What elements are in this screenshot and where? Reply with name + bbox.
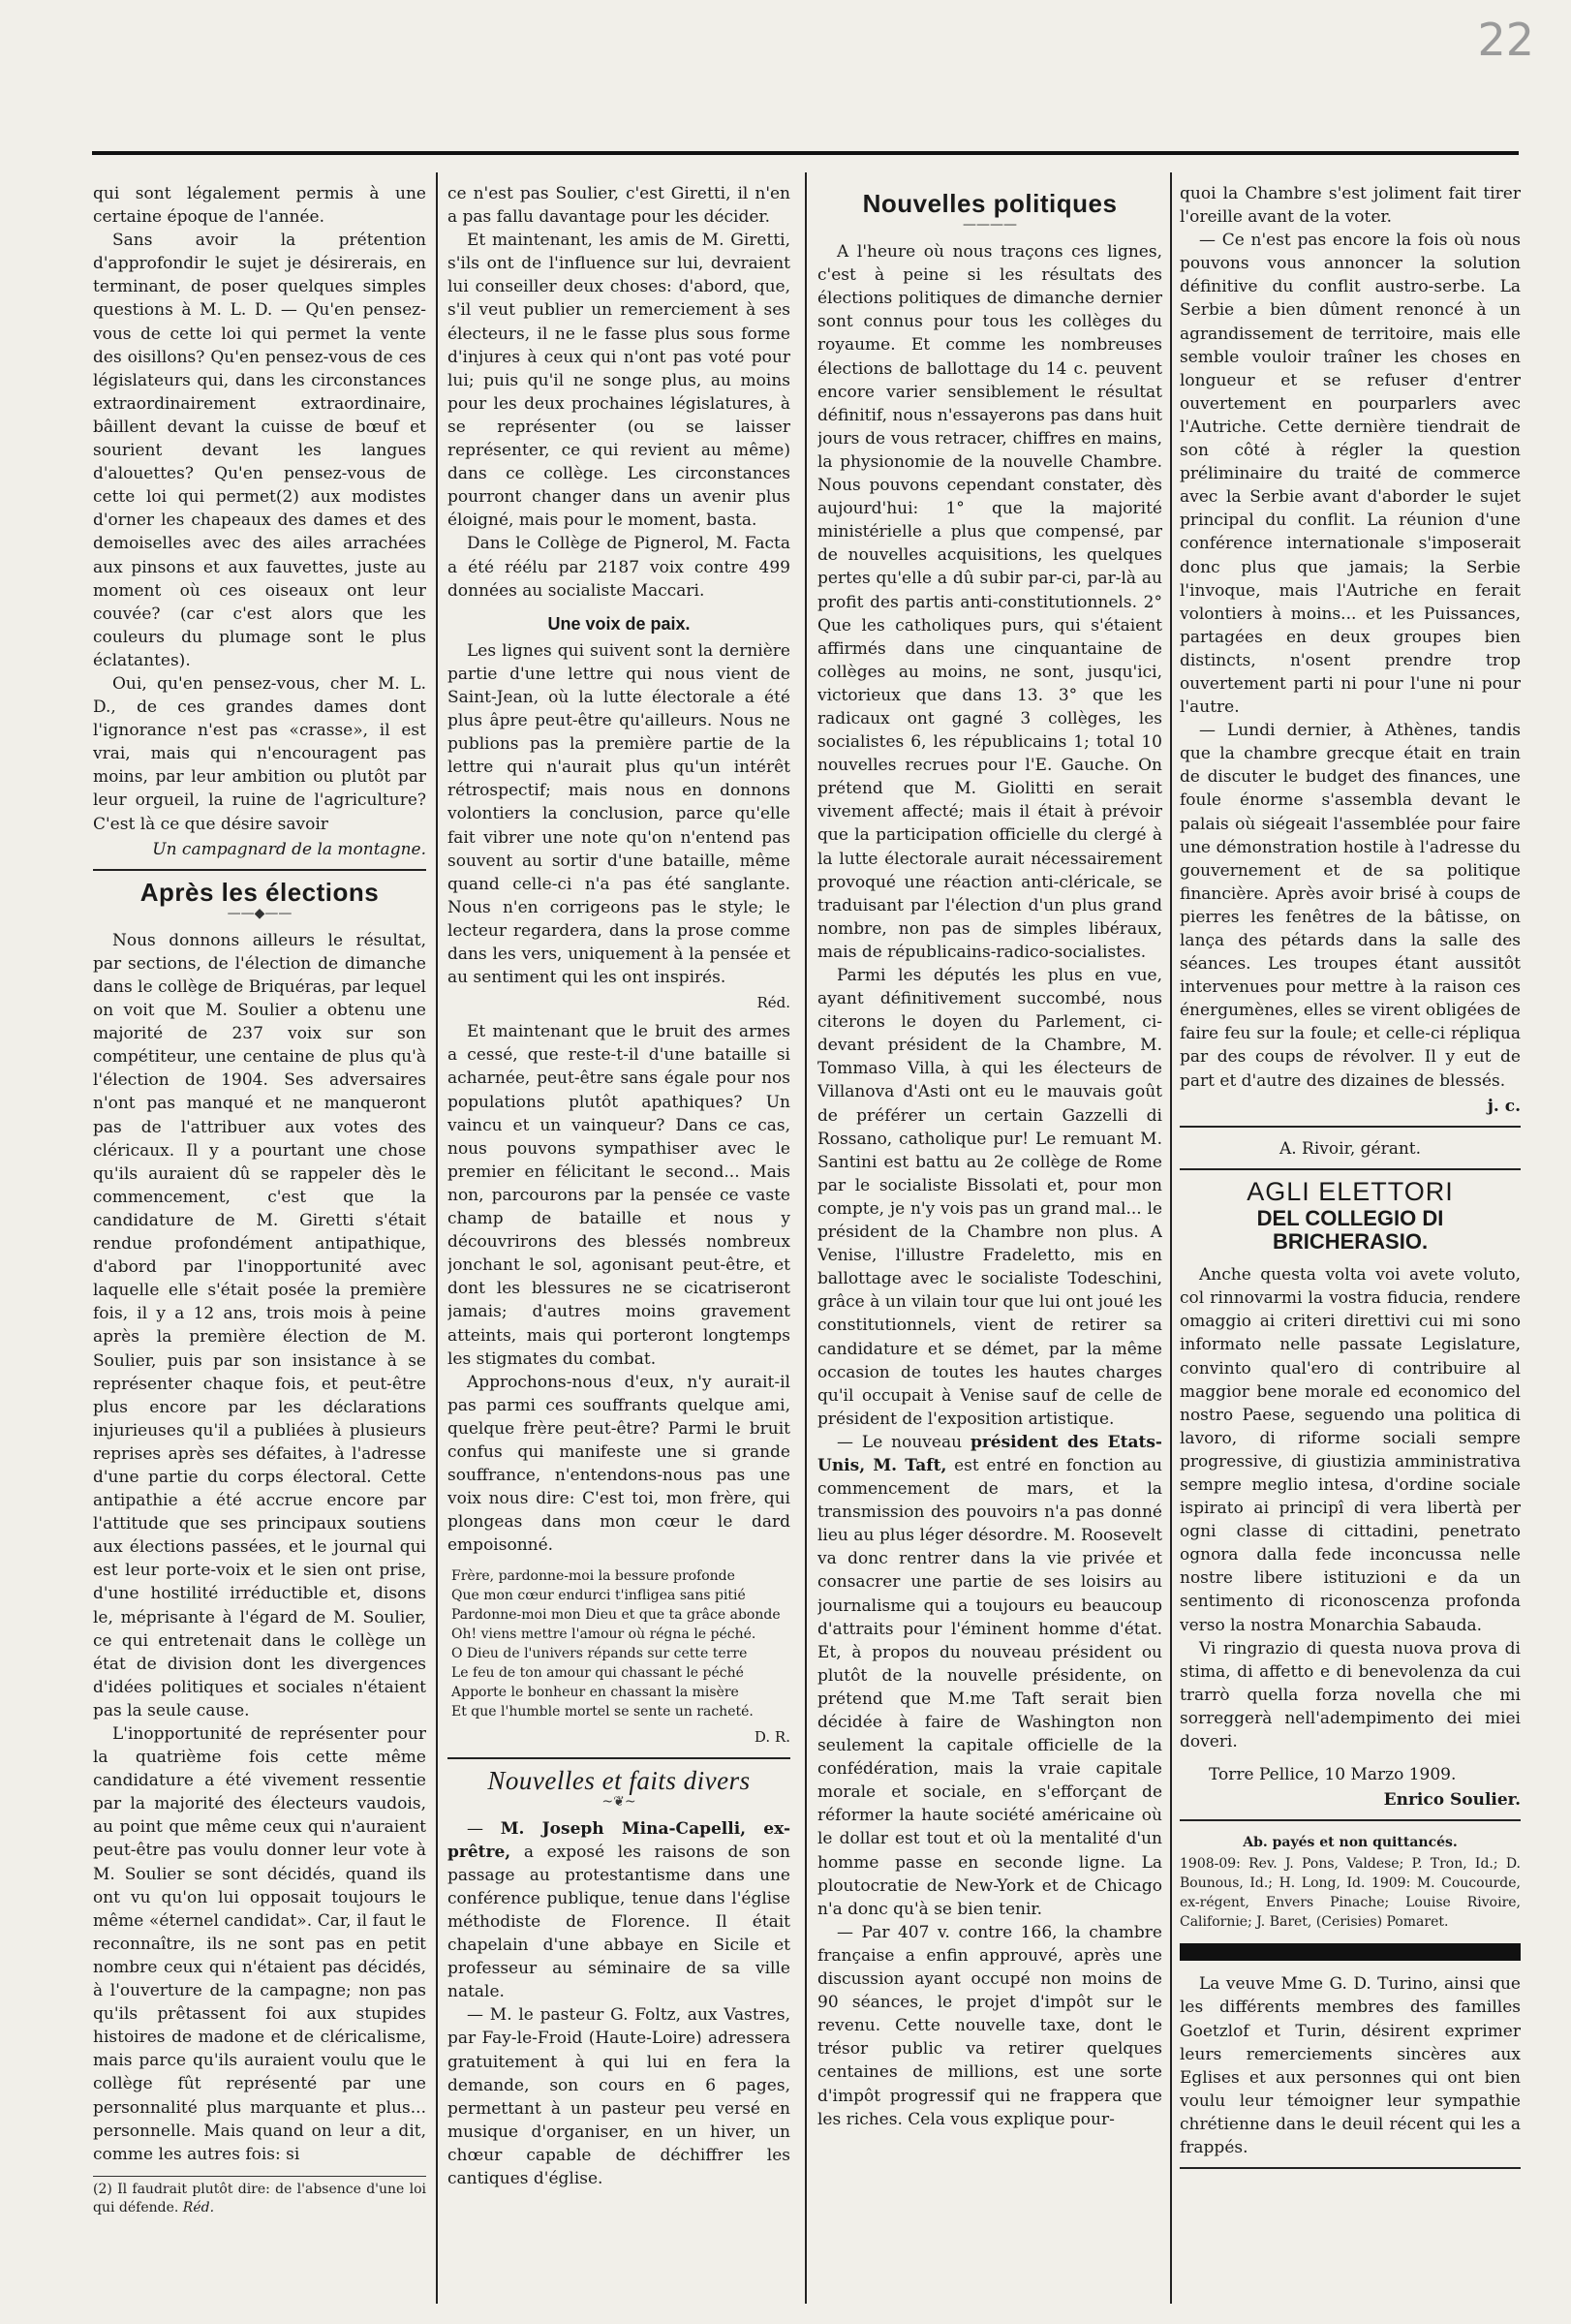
ornament-icon: ———— — [963, 217, 1017, 233]
notice-subtitle: DEL COLLEGIO DI BRICHERASIO. — [1256, 1205, 1444, 1255]
section-divider — [1180, 2167, 1521, 2169]
signature: Réd. — [756, 994, 790, 1012]
section-divider — [447, 1757, 790, 1759]
verse-line: Que mon cœur endurci t'infligea sans pitié — [451, 1588, 746, 1604]
signature: D. R. — [754, 1728, 790, 1747]
paragraph: Et maintenant, les amis de M. Giretti, s'ils ont de l'influence sur lui, devraient lui conseiller deux choses: d'abord, que, s'il veut publier un remerciement à ses électeurs, il ne le fasse plus sous forme d'injures à ceux qui n'ont pas voté pour lui; puis qu'il ne songe plus, au moins pour les deux prochaines législatures, à se représenter (ou se laisser représenter, ce qui revient au même) dans ce collège. Les circonstances pourront changer dans un avenir plus éloigné, mais pour le moment, basta. — [447, 231, 790, 531]
notice-title-agli-elettori: AGLI ELETTORI — [1247, 1176, 1454, 1206]
column-4 — [1180, 182, 1521, 2304]
footnote: (2) Il faudrait plutôt dire: de l'absence d'une loi qui défende. Réd. — [93, 2176, 426, 2217]
verse-line: Et que l'humble mortel se sente un racheté. — [451, 1704, 754, 1720]
page-number: 22 — [1477, 14, 1534, 66]
paragraph: Nous donnons ailleurs le résultat, par sections, de l'élection de dimanche dans le collège de Briquéras, par lequel on voit que M. Soulier a obtenu une majorité de 237 voix sur son compétiteur, une centaine de plus qu'à l'élection de 1904. Ses adversaires n'ont pas manqué et ne manqueront pas de l'attribuer aux votes des cléricaux. Il y a pourtant une chose qu'ils auraient dû se rappeler dès le commencement, c'est que la candidature de M. Giretti s'était rendue profondément antipathique, d'abord par l'inopportunité avec laquelle elle s'était posée la première fois, il y a 12 ans, trois mois à peine après la première élection de M. Soulier, puis par son insistance à se représenter chaque fois, et peut-être plus encore par les déclarations injurieuses qu'il a publiées à plusieurs reprises après ses défaites, à l'adresse d'une partie du corps électoral. Cette antipathie a été accrue encore par l'attitude que ses principaux soutiens aux élections passées, et le journal qui est leur porte-voix et le sien ont prise, d'une hostilité irréductible et, disons le, méprisante à l'égard de M. Soulier, ce qui entretenait dans le collège un état de division dont les divergences d'idées politiques et sociales n'étaient pas la seule cause. — [93, 930, 426, 1720]
paragraph: qui sont légalement permis à une certaine époque de l'année. — [93, 184, 426, 228]
section-divider — [93, 869, 426, 871]
paragraph: — M. le pasteur G. Foltz, aux Vastres, par Fay-le-Froid (Haute-Loire) adressera gratuitement à qui lui en fera la demande, son cours en 6 pages, permettant à un pasteur peu versé en musique d'organiser, en un hiver, un chœur capable de déchiffrer les cantiques d'église. — [447, 2005, 790, 2189]
paragraph: — M. Joseph Mina-Capelli, ex-prêtre, a exposé les raisons de son passage au protestantisme dans une conférence publique, tenue dans l'église méthodiste de Florence. Il était chapelain d'une abbaye en Sicile et professeur au séminaire de sa ville natale. — [447, 1818, 790, 2002]
paragraph: — Par 407 v. contre 166, la chambre française a enfin approuvé, après une discussion ayant occupé non moins de 90 séances, le projet d'impôt sur le revenu. Cette nouvelle taxe, dont le trésor public va retirer quelques centaines de millions, est une sorte d'impôt progressif qui ne frappera que les riches. Cela vous explique pour- — [817, 1922, 1162, 2129]
verse-line: Pardonne-moi mon Dieu et que ta grâce abonde — [451, 1607, 781, 1624]
paragraph: — Ce n'est pas encore la fois où nous pouvons vous annoncer la solution définitive du conflit austro-serbe. La Serbie a bien dûment renoncé à un agrandissement de territoire, mais elle semble vouloir traîner les choses en longueur et se refuser d'entrer ouvertement en pourparlers avec l'Autriche. Cette dernière tiendrait de son côté à régler la question préliminaire du traité de commerce avec la Serbie avant d'aborder le sujet principal du conflit. La réunion d'une conférence internationale s'imposerait donc plus que jamais; la Serbie l'invoque, mais l'Autriche en ferait volontiers à moins... et les Puissances, partagées en deux groupes bien distincts, n'osent prendre trop ouvertement parti ni pour l'une ni pour l'autre. — [1180, 231, 1521, 718]
section-title-nouvelles-politiques: Nouvelles politiques — [862, 189, 1118, 218]
verse-line: O Dieu de l'univers répands sur cette terre — [451, 1646, 748, 1662]
paragraph: L'inopportunité de représenter pour la quatrième fois cette même candidature a été vivement ressentie par la majorité des électeurs vaudois, au point que même ceux qui n'auraient peut-être pas voulu donner leur vote à M. Soulier se sont décidés, quand ils ont vu qu'on lui opposait toujours le même «éternel candidat». Car, il faut le reconnaître, ils ne sont pas en petit nombre ceux qui n'étaient pas décidés, à l'ouverture de la campagne; non pas qu'ils prêtassent foi aux stupides histoires de madone et de cléricalisme, mais parce qu'ils auraient voulu que le collège fût représenté par une personnalité plus marquante et plus... personnelle. Mais quand on leur a dit, comme les autres fois: si — [93, 1724, 426, 2164]
column-divider — [1170, 172, 1172, 2304]
paragraph: A l'heure où nous traçons ces lignes, c'est à peine si les résultats des élections politiques de dimanche dernier sont connus pour tous les collèges du royaume. Et comme les nombreuses élections de ballottage du 14 c. peuvent encore varier sensiblement le résultat définitif, nous n'essayerons pas dans huit jours de vous retracer, chiffres en mains, la physionomie de la nouvelle Chambre. Nous pouvons cependant constater, dès aujourd'hui: 1° que la majorité ministérielle a plus que compensé, par de nouvelles acquisitions, les quelques pertes qu'elle a dû subir par-ci, par-là au profit des partis anti-constitutionnels. 2° Que les catholiques purs, qui s'étaient affirmés dans une cinquantaine de collèges au moins, ne sont, jusqu'ici, victorieux que dans 13. 3° que les radicaux ont gagné 3 collèges, les socialistes 6, les républicains 1; total 10 nouvelles recrues pour l'E. Gauche. On prétend que M. Giolitti en serait vivement affecté; mais il était à prévoir que la participation officielle du clergé à la lutte électorale aurait nécessairement provoqué une réaction anti-cléricale, se traduisant par l'élection d'un plus grand nombre, non pas de simples libéraux, mais de républicains-radico-socialistes. — [817, 242, 1162, 962]
column-divider — [805, 172, 807, 2304]
paragraph: Dans le Collège de Pignerol, M. Facta a été réélu par 2187 voix contre 499 données au socialiste Maccari. — [447, 534, 790, 601]
column-3 — [817, 182, 1162, 2304]
column-2 — [447, 182, 790, 2304]
subscriptions-list: 1908-09: Rev. J. Pons, Valdese; P. Tron, Id.; D. Bounous, Id.; H. Long, Id. 1909: M. Coucourde, ex-régent, Envers Pinache; Louise Rivoire, Californie; J. Baret, (Cerisies) Pomaret. — [1180, 1856, 1521, 1931]
section-title-apres-les-elections: Après les élections — [139, 877, 380, 907]
paragraph: La veuve Mme G. D. Turino, ainsi que les différents membres des familles Goetzlof et Turin, désirent exprimer leurs remerciements sincères aux Eglises et aux personnes qui ont bien voulu leur témoigner leur sympathie chrétienne dans le deuil récent qui les a frappés. — [1180, 1974, 1521, 2158]
paragraph: Et maintenant que le bruit des armes a cessé, que reste-t-il d'une bataille si acharnée, peut-être sans égale pour nos populations plutôt apathiques? Un vaincu et un vainqueur? Dans ce cas, nous pouvons sympathiser avec le premier en félicitant le second... Mais non, parcourons par la pensée ce vaste champ de bataille et nous y découvrirons des blessés nombreux jonchant le sol, agonisant peut-être, et dont les blessures ne se cicatriseront jamais; d'autres moins gravement atteints, mais qui porteront longtemps les stigmates du combat. — [447, 1022, 790, 1369]
section-divider — [1180, 1819, 1521, 1821]
verse-line: Oh! viens mettre l'amour où régna le péché. — [451, 1627, 756, 1643]
paragraph: quoi la Chambre s'est joliment fait tirer l'oreille avant de la voter. — [1180, 184, 1521, 228]
paragraph: ce n'est pas Soulier, c'est Giretti, il n'en a pas fallu davantage pour les décider. — [447, 184, 790, 228]
verse-line: Apporte le bonheur en chassant la misère — [451, 1685, 739, 1701]
subsection-title-une-voix-de-paix: Une voix de paix. — [547, 613, 691, 634]
verse-line: Frère, pardonne-moi la bessure profonde — [451, 1568, 735, 1585]
poem — [451, 1566, 790, 1721]
column-1 — [93, 182, 426, 2304]
place-date: Torre Pellice, 10 Marzo 1909. — [1209, 1765, 1457, 1785]
paragraph: Anche questa volta voi avete voluto, col rinnovarmi la vostra fiducia, rendere omaggio ai criteri direttivi cui mi sono informato nelle passate Legislature, convinto qual'ero di contribuire al maggior bene morale ed economico del nostro Paese, seguendo una politica di lavoro, di riforme sociali sempre progressive, di giustizia amministrativa sempre meglio intesa, d'ordine sociale ispirato ai principî di vera libertà per ogni classe di cittadini, penetrato ognora dalla fede inconcussa nelle nostre libere istituzioni e da un sentimento di riconoscenza profonda verso la nostra Monarchia Sabauda. — [1180, 1265, 1521, 1635]
paragraph: — Le nouveau président des Etats-Unis, M. Taft, est entré en fonction au commencement de mars, et la transmission des pouvoirs n'a pas donné lieu au plus léger désordre. M. Roosevelt va donc rentrer dans la vie privée et consacrer une partie de ses loisirs au journalisme qui a toujours eu beaucoup d'attraits pour l'éminent homme d'état. Et, à propos du nouveau président ou plutôt de la nouvelle présidente, on prétend que M.me Taft serait bien décidée à faire de Washington non seulement la capitale officielle de la confédération, mais la vraie capitale morale et sociale, en s'efforçant de réformer la haute société américaine où le dollar est tout et où la mentalité d'un homme passe en seconde ligne. La ploutocratie de New-York et de Chicago n'a donc qu'à se bien tenir. — [817, 1432, 1162, 1919]
subscriptions-title: Ab. payés et non quittancés. — [1243, 1835, 1458, 1851]
top-rule — [92, 151, 1519, 155]
section-divider — [1180, 1168, 1521, 1170]
ornament-icon: ——◆—— — [227, 905, 293, 921]
gerant-line: A. Rivoir, gérant. — [1278, 1138, 1422, 1159]
paragraph: Approchons-nous d'eux, n'y aurait-il pas parmi ces souffrants quelque ami, quelque frère peut-être? Parmi le bruit confus qui manifeste une si grande souffrance, n'entendons-nous pas une voix nous dire: C'est toi, mon frère, qui plongeas dans mon cœur le dard empoisonné. — [447, 1372, 790, 1556]
paragraph: Les lignes qui suivent sont la dernière partie d'une lettre qui nous vient de Saint-Jean, où la lutte électorale a été plus âpre peut-être qu'ailleurs. Nous ne publions pas la première partie de la lettre qui n'aurait plus qu'un intérêt rétrospectif; mais nous en donnons volontiers la conclusion, parce qu'elle fait vibrer une note qu'on n'entend pas souvent au sortir d'une bataille, même quand celle-ci n'a pas été sanglante. Nous n'en corrigeons pas le style; le lecteur regardera, dans la prose comme dans les vers, uniquement à la pensée et au sentiment qui les ont inspirés. — [447, 640, 790, 988]
paragraph: Oui, qu'en pensez-vous, cher M. L. D., de ces grandes dames dont l'ignorance n'est pas «crasse», il est vrai, mais qui n'encouragent pas moins, par leur ambition ou plutôt par leur orgueil, la ruine de l'agriculture? C'est là ce que désire savoir — [93, 673, 426, 834]
signature: Un campagnard de la montagne. — [152, 839, 426, 859]
signature: Enrico Soulier. — [1383, 1790, 1521, 1811]
verse-line: Le feu de ton amour qui chassant le péché — [451, 1665, 744, 1682]
section-divider — [1180, 1126, 1521, 1128]
signature: j. c. — [1487, 1096, 1521, 1116]
black-band — [1180, 1943, 1521, 1961]
paragraph: — Lundi dernier, à Athènes, tandis que la chambre grecque était en train de discuter le budget des finances, une foule énorme s'assembla devant le palais où siégeait l'assemblée pour faire une démonstration hostile à l'adresse du gouvernement et de sa politique financière. Après avoir brisé à coups de pierres les fenêtres de la bâtisse, on lança des pétards dans la salle des séances. Les troupes étant aussitôt intervenues pour mettre à la raison ces énergumènes, elles se virent obligées de faire feu sur la foule; et celle-ci répliqua par des coups de révolver. Il y eut de part et d'autre des dizaines de blessés. — [1180, 721, 1521, 1091]
paragraph: Parmi les députés les plus en vue, ayant définitivement succombé, nous citerons le doyen du Parlement, ci-devant président de la Chambre, M. Tommaso Villa, à qui les électeurs de Villanova d'Asti ont eu le mauvais goût de préférer un certain Gazzelli di Rossano, catholique pur! Le remuant M. Santini est battu au 2e collège de Rome par le socialiste Bissolati et, pour mon compte, je n'y vois pas un grand mal... le président de la Chambre non plus. A Venise, l'illustre Fradeletto, mis en ballottage avec le socialiste Todeschini, grâce à un vilain tour que lui ont joué les constitutionnels, vient de retirer sa candidature et se démet, par la même occasion de toutes les hautes charges qu'il occupait à Venise sauf de celle de président de l'exposition artistique. — [817, 966, 1162, 1429]
paragraph: Sans avoir la prétention d'approfondir le sujet je désirerais, en terminant, de poser quelques simples questions à M. L. D. — Qu'en pensez-vous de cette loi qui permet la vente des oisillons? Qu'en pensez-vous de ces législateurs qui, dans les circonstances extraordinairement extraordinaire, bâillent devant la cuisse de bœuf et sourient devant les langues d'alouettes? Qu'en pensez-vous de cette loi qui permet(2) aux modistes d'orner les chapeaux des dames et des demoiselles avec des ailes arrachées aux pinsons et aux fauvettes, juste au moment où ces oiseaux ont leur couvée? (car c'est alors que les couleurs du plumage sont le plus éclatantes). — [93, 231, 426, 670]
column-divider — [436, 172, 438, 2304]
ornament-icon: ~❦~ — [601, 1793, 636, 1810]
paragraph: Vi ringrazio di questa nuova prova di stima, di affetto e di benevolenza da cui trarrò quella forza novella che mi sorreggerà nell'adempimento dei miei doveri. — [1180, 1638, 1521, 1751]
section-title-nouvelles-et-faits-divers: Nouvelles et faits divers — [487, 1765, 751, 1795]
